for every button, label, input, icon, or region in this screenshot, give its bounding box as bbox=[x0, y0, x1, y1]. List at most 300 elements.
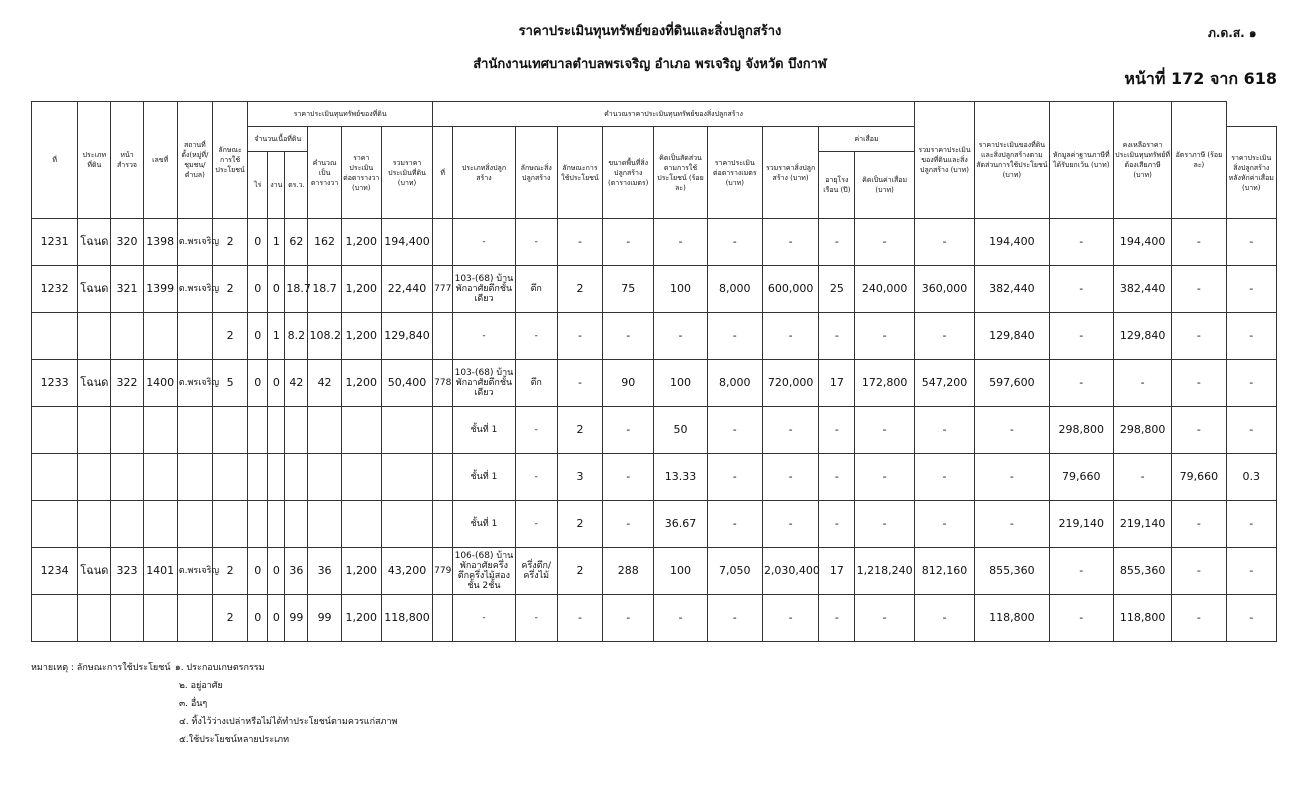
cell-no: 1231 bbox=[32, 219, 78, 266]
cell-survey-page bbox=[111, 595, 143, 642]
cell-calc-wa: 108.2 bbox=[308, 313, 341, 360]
cell-grand-total: 597,600 bbox=[975, 360, 1049, 407]
table-row bbox=[32, 407, 1277, 454]
cell-wa bbox=[285, 501, 308, 548]
col-bldg-usage: ลักษณะการใช้ประโยชน์ bbox=[557, 127, 602, 219]
cell-exempt: 129,840 bbox=[1113, 313, 1171, 360]
cell-land-total: 22,440 bbox=[381, 266, 432, 313]
cell-doc-no bbox=[143, 454, 177, 501]
cell-survey-page bbox=[111, 454, 143, 501]
cell-calc-wa bbox=[308, 501, 341, 548]
cell-bldg-no bbox=[433, 454, 453, 501]
building-group-header: คำนวณราคาประเมินทุนทรัพย์ของสิ่งปลูกสร้าง bbox=[433, 102, 915, 127]
cell-location bbox=[177, 595, 212, 642]
cell-calc-wa bbox=[308, 407, 341, 454]
cell-remaining: - bbox=[1172, 360, 1226, 407]
cell-portion-value: - bbox=[1049, 219, 1113, 266]
cell-location bbox=[177, 454, 212, 501]
cell-bldg-no bbox=[433, 501, 453, 548]
cell-ngan: 0 bbox=[268, 595, 285, 642]
cell-ngan: 0 bbox=[268, 360, 285, 407]
cell-portion-value: - bbox=[1049, 360, 1113, 407]
cell-land-total bbox=[381, 407, 432, 454]
cell-wa: 18.7 bbox=[285, 266, 308, 313]
cell-survey-page bbox=[111, 407, 143, 454]
cell-calc-wa: 162 bbox=[308, 219, 341, 266]
cell-bldg-type: - bbox=[453, 219, 515, 266]
cell-rai: 0 bbox=[248, 266, 268, 313]
cell-land-total bbox=[381, 501, 432, 548]
cell-location: ต.พรเจริญ bbox=[177, 360, 212, 407]
col-age: อายุโรงเรือน (ปี) bbox=[819, 152, 855, 219]
cell-remaining: - bbox=[1172, 219, 1226, 266]
assessment-table bbox=[31, 101, 1277, 642]
cell-rai: 0 bbox=[248, 548, 268, 595]
note-item: ๕.ใช้ประโยชน์หลายประเภท bbox=[179, 735, 290, 745]
cell-bldg-usage: - bbox=[557, 595, 602, 642]
cell-usage-pct: 100 bbox=[654, 266, 707, 313]
cell-grand-total: 855,360 bbox=[975, 548, 1049, 595]
cell-ngan bbox=[268, 454, 285, 501]
cell-age: 17 bbox=[819, 548, 855, 595]
cell-survey-page: 323 bbox=[111, 548, 143, 595]
table-row bbox=[32, 595, 1277, 642]
cell-bldg-total: 600,000 bbox=[762, 266, 818, 313]
cell-tax-rate: - bbox=[1226, 548, 1276, 595]
cell-exempt: 118,800 bbox=[1113, 595, 1171, 642]
cell-ngan: 0 bbox=[268, 266, 285, 313]
cell-bldg-area: - bbox=[603, 407, 654, 454]
cell-usage: 2 bbox=[212, 219, 247, 266]
cell-usage-pct: - bbox=[654, 313, 707, 360]
cell-depr-value: - bbox=[855, 313, 914, 360]
cell-portion-value: 298,800 bbox=[1049, 407, 1113, 454]
cell-wa bbox=[285, 454, 308, 501]
cell-portion-value: 219,140 bbox=[1049, 501, 1113, 548]
land-group-header: ราคาประเมินทุนทรัพย์ของที่ดิน bbox=[248, 102, 433, 127]
notes-label: หมายเหตุ : ลักษณะการใช้ประโยชน์ bbox=[31, 663, 171, 673]
cell-bldg-area: - bbox=[603, 501, 654, 548]
cell-bldg-no: 777 bbox=[433, 266, 453, 313]
cell-depr-value: 240,000 bbox=[855, 266, 914, 313]
note-item: ๔. ทิ้งไว้ว่างเปล่าหรือไม่ได้ทำประโยชน์ตามควรแก่สภาพ bbox=[179, 717, 398, 727]
cell-survey-page bbox=[111, 501, 143, 548]
cell-tax-rate: - bbox=[1226, 595, 1276, 642]
note-item: ๓. อื่นๆ bbox=[179, 699, 208, 709]
cell-age: - bbox=[819, 219, 855, 266]
cell-price-wa bbox=[341, 407, 381, 454]
notes-section bbox=[31, 659, 397, 749]
cell-depr-value: 172,800 bbox=[855, 360, 914, 407]
col-tax-rate: อัตราภาษี (ร้อยละ) bbox=[1172, 102, 1226, 219]
cell-wa: 99 bbox=[285, 595, 308, 642]
cell-bldg-usage: 2 bbox=[557, 548, 602, 595]
cell-exempt: 855,360 bbox=[1113, 548, 1171, 595]
cell-bldg-total: - bbox=[762, 454, 818, 501]
cell-remaining: - bbox=[1172, 313, 1226, 360]
cell-rai: 0 bbox=[248, 360, 268, 407]
cell-bldg-area: - bbox=[603, 313, 654, 360]
cell-tax-rate: - bbox=[1226, 313, 1276, 360]
note-item: ๑. ประกอบเกษตรกรรม bbox=[175, 663, 265, 673]
cell-depr-value: 1,218,240 bbox=[855, 548, 914, 595]
cell-remaining: - bbox=[1172, 266, 1226, 313]
table-row bbox=[32, 454, 1277, 501]
cell-price-m2: - bbox=[707, 595, 762, 642]
cell-portion-value: - bbox=[1049, 548, 1113, 595]
cell-survey-page: 321 bbox=[111, 266, 143, 313]
cell-age: 17 bbox=[819, 360, 855, 407]
cell-price-m2: - bbox=[707, 219, 762, 266]
cell-doc-no: 1400 bbox=[143, 360, 177, 407]
cell-exempt: 194,400 bbox=[1113, 219, 1171, 266]
cell-usage-pct: 100 bbox=[654, 548, 707, 595]
cell-price-wa bbox=[341, 501, 381, 548]
cell-no: 1234 bbox=[32, 548, 78, 595]
cell-price-wa: 1,200 bbox=[341, 360, 381, 407]
cell-location bbox=[177, 407, 212, 454]
cell-age: - bbox=[819, 313, 855, 360]
cell-calc-wa bbox=[308, 454, 341, 501]
cell-bldg-type: ชั้นที่ 1 bbox=[453, 454, 515, 501]
cell-usage: 2 bbox=[212, 313, 247, 360]
cell-price-wa: 1,200 bbox=[341, 266, 381, 313]
cell-rai: 0 bbox=[248, 595, 268, 642]
col-usage-pct: คิดเป็นสัดส่วนตามการใช้ประโยชน์ (ร้อยละ) bbox=[654, 127, 707, 219]
cell-location bbox=[177, 501, 212, 548]
cell-doc-type bbox=[78, 454, 111, 501]
cell-usage bbox=[212, 454, 247, 501]
cell-no: 1232 bbox=[32, 266, 78, 313]
cell-bldg-net: 360,000 bbox=[914, 266, 974, 313]
cell-usage-pct: - bbox=[654, 595, 707, 642]
cell-doc-no bbox=[143, 313, 177, 360]
cell-ngan bbox=[268, 407, 285, 454]
cell-usage-pct: - bbox=[654, 219, 707, 266]
cell-exempt: 382,440 bbox=[1113, 266, 1171, 313]
cell-bldg-area: - bbox=[603, 595, 654, 642]
cell-doc-type bbox=[78, 313, 111, 360]
cell-bldg-total: 720,000 bbox=[762, 360, 818, 407]
cell-bldg-net: 812,160 bbox=[914, 548, 974, 595]
cell-portion-value: - bbox=[1049, 595, 1113, 642]
cell-price-wa: 1,200 bbox=[341, 595, 381, 642]
cell-calc-wa: 99 bbox=[308, 595, 341, 642]
cell-bldg-type: 103-(68) บ้านพักอาศัยตึกชั้นเดียว bbox=[453, 360, 515, 407]
cell-rai: 0 bbox=[248, 219, 268, 266]
cell-depr-value: - bbox=[855, 595, 914, 642]
cell-rai bbox=[248, 501, 268, 548]
depreciation-group-header: ค่าเสื่อม bbox=[819, 127, 915, 152]
cell-tax-rate: - bbox=[1226, 501, 1276, 548]
cell-bldg-no bbox=[433, 219, 453, 266]
col-land-total: รวมราคาประเมินที่ดิน (บาท) bbox=[381, 127, 432, 219]
cell-no bbox=[32, 407, 78, 454]
col-price-m2: ราคาประเมินต่อตารางเมตร (บาท) bbox=[707, 127, 762, 219]
cell-price-m2: - bbox=[707, 313, 762, 360]
cell-bldg-usage: - bbox=[557, 219, 602, 266]
note-item: ๒. อยู่อาศัย bbox=[179, 681, 223, 691]
cell-location bbox=[177, 313, 212, 360]
col-bldg-total: รวมราคาสิ่งปลูกสร้าง (บาท) bbox=[762, 127, 818, 219]
cell-bldg-area: - bbox=[603, 219, 654, 266]
cell-doc-type: โฉนด bbox=[78, 266, 111, 313]
table-row bbox=[32, 313, 1277, 360]
cell-bldg-type: - bbox=[453, 313, 515, 360]
cell-bldg-kind: ครึ่งตึก/ครึ่งไม้ bbox=[515, 548, 557, 595]
cell-remaining: 79,660 bbox=[1172, 454, 1226, 501]
cell-bldg-kind: - bbox=[515, 313, 557, 360]
cell-bldg-kind: - bbox=[515, 219, 557, 266]
cell-bldg-total: - bbox=[762, 501, 818, 548]
cell-bldg-type: ชั้นที่ 1 bbox=[453, 501, 515, 548]
cell-doc-type: โฉนด bbox=[78, 548, 111, 595]
col-bldg-no: ที่ bbox=[433, 127, 453, 219]
cell-age: - bbox=[819, 501, 855, 548]
cell-wa: 8.2 bbox=[285, 313, 308, 360]
col-no: ที่ bbox=[32, 102, 78, 219]
cell-bldg-type: - bbox=[453, 595, 515, 642]
cell-survey-page bbox=[111, 313, 143, 360]
cell-wa: 42 bbox=[285, 360, 308, 407]
col-portion-value: ราคาประเมินของที่ดินและสิ่งปลูกสร้างตามสัดส่วนการใช้ประโยชน์ (บาท) bbox=[975, 102, 1049, 219]
cell-ngan: 0 bbox=[268, 548, 285, 595]
cell-bldg-kind: - bbox=[515, 501, 557, 548]
cell-bldg-usage: 2 bbox=[557, 501, 602, 548]
document-subtitle: สำนักงานเทศบาลตำบลพรเจริญ อำเภอ พรเจริญ จังหวัด บึงกาฬ bbox=[473, 57, 827, 72]
col-doc-type: ประเภทที่ดิน bbox=[78, 102, 111, 219]
form-code: ภ.ด.ส. ๑ bbox=[1208, 26, 1257, 40]
col-price-wa: ราคาประเมินต่อตารางวา (บาท) bbox=[341, 127, 381, 219]
cell-tax-rate: 0.3 bbox=[1226, 454, 1276, 501]
cell-doc-no: 1399 bbox=[143, 266, 177, 313]
col-bldg-net: ราคาประเมินสิ่งปลูกสร้างหลังหักค่าเสื่อม (บาท) bbox=[1226, 127, 1276, 219]
cell-doc-type bbox=[78, 595, 111, 642]
cell-portion-value: 79,660 bbox=[1049, 454, 1113, 501]
cell-usage: 2 bbox=[212, 548, 247, 595]
cell-rai: 0 bbox=[248, 313, 268, 360]
cell-rai bbox=[248, 454, 268, 501]
cell-bldg-no bbox=[433, 313, 453, 360]
cell-price-wa: 1,200 bbox=[341, 548, 381, 595]
cell-land-total: 194,400 bbox=[381, 219, 432, 266]
table-row bbox=[32, 266, 1277, 313]
cell-usage-pct: 36.67 bbox=[654, 501, 707, 548]
col-exempt: หักมูลค่าฐานภาษีที่ได้รับยกเว้น (บาท) bbox=[1049, 102, 1113, 219]
cell-grand-total: - bbox=[975, 407, 1049, 454]
cell-price-m2: 7,050 bbox=[707, 548, 762, 595]
cell-age: - bbox=[819, 407, 855, 454]
cell-no bbox=[32, 454, 78, 501]
table-row bbox=[32, 360, 1277, 407]
cell-bldg-net: - bbox=[914, 595, 974, 642]
cell-rai bbox=[248, 407, 268, 454]
cell-bldg-type: ชั้นที่ 1 bbox=[453, 407, 515, 454]
cell-price-wa: 1,200 bbox=[341, 219, 381, 266]
cell-bldg-kind: - bbox=[515, 454, 557, 501]
col-remaining: คงเหลือราคาประเมินทุนทรัพย์ที่ต้องเสียภาษี (บาท) bbox=[1113, 102, 1171, 219]
cell-bldg-net: - bbox=[914, 501, 974, 548]
cell-doc-no bbox=[143, 407, 177, 454]
cell-doc-no: 1398 bbox=[143, 219, 177, 266]
cell-usage-pct: 13.33 bbox=[654, 454, 707, 501]
cell-bldg-no bbox=[433, 407, 453, 454]
col-grand-total: รวมราคาประเมินของที่ดินและสิ่งปลูกสร้าง (บาท) bbox=[914, 102, 974, 219]
col-usage: ลักษณะการใช้ประโยชน์ bbox=[212, 102, 247, 219]
cell-tax-rate: - bbox=[1226, 407, 1276, 454]
cell-bldg-usage: 2 bbox=[557, 407, 602, 454]
cell-land-total: 118,800 bbox=[381, 595, 432, 642]
cell-bldg-net: - bbox=[914, 407, 974, 454]
cell-location: ต.พรเจริญ bbox=[177, 219, 212, 266]
cell-exempt: - bbox=[1113, 360, 1171, 407]
cell-price-wa: 1,200 bbox=[341, 313, 381, 360]
cell-no bbox=[32, 313, 78, 360]
cell-doc-no bbox=[143, 595, 177, 642]
col-depr-value: คิดเป็นค่าเสื่อม (บาท) bbox=[855, 152, 914, 219]
cell-exempt: 298,800 bbox=[1113, 407, 1171, 454]
cell-doc-type bbox=[78, 407, 111, 454]
cell-price-m2: - bbox=[707, 407, 762, 454]
cell-bldg-total: - bbox=[762, 219, 818, 266]
cell-location: ต.พรเจริญ bbox=[177, 266, 212, 313]
cell-doc-type: โฉนด bbox=[78, 360, 111, 407]
cell-usage: 2 bbox=[212, 266, 247, 313]
cell-land-total: 43,200 bbox=[381, 548, 432, 595]
col-doc-no: เลขที่ bbox=[143, 102, 177, 219]
cell-bldg-area: 288 bbox=[603, 548, 654, 595]
cell-calc-wa: 42 bbox=[308, 360, 341, 407]
cell-wa: 62 bbox=[285, 219, 308, 266]
cell-doc-type: โฉนด bbox=[78, 219, 111, 266]
cell-ngan: 1 bbox=[268, 219, 285, 266]
col-location: สถานที่ตั้ง(หมู่ที่/ชุมชน/ตำบล) bbox=[177, 102, 212, 219]
cell-bldg-no bbox=[433, 595, 453, 642]
cell-grand-total: 129,840 bbox=[975, 313, 1049, 360]
cell-bldg-total: 2,030,400 bbox=[762, 548, 818, 595]
cell-grand-total: 194,400 bbox=[975, 219, 1049, 266]
cell-portion-value: - bbox=[1049, 266, 1113, 313]
table-body bbox=[32, 219, 1277, 642]
cell-tax-rate: - bbox=[1226, 219, 1276, 266]
cell-calc-wa: 36 bbox=[308, 548, 341, 595]
cell-location: ต.พรเจริญ bbox=[177, 548, 212, 595]
page-indicator: หน้าที่ 172 จาก 618 bbox=[1124, 69, 1277, 88]
table-row bbox=[32, 548, 1277, 595]
area-group-header: จำนวนเนื้อที่ดิน bbox=[248, 127, 308, 152]
cell-no: 1233 bbox=[32, 360, 78, 407]
cell-bldg-total: - bbox=[762, 407, 818, 454]
table-row bbox=[32, 219, 1277, 266]
cell-age: - bbox=[819, 454, 855, 501]
cell-price-m2: - bbox=[707, 501, 762, 548]
cell-remaining: - bbox=[1172, 595, 1226, 642]
cell-bldg-total: - bbox=[762, 313, 818, 360]
cell-remaining: - bbox=[1172, 548, 1226, 595]
cell-age: 25 bbox=[819, 266, 855, 313]
cell-bldg-type: 106-(68) บ้านพักอาศัยครึ่งตึกครึ่งไม้สองชั้น 2ชั้น bbox=[453, 548, 515, 595]
cell-remaining: - bbox=[1172, 501, 1226, 548]
cell-bldg-net: - bbox=[914, 313, 974, 360]
cell-tax-rate: - bbox=[1226, 360, 1276, 407]
cell-usage: 5 bbox=[212, 360, 247, 407]
cell-bldg-no: 779 bbox=[433, 548, 453, 595]
cell-grand-total: 118,800 bbox=[975, 595, 1049, 642]
cell-price-m2: 8,000 bbox=[707, 266, 762, 313]
cell-grand-total: - bbox=[975, 454, 1049, 501]
cell-bldg-total: - bbox=[762, 595, 818, 642]
col-calc-wa: คำนวณเป็นตารางวา bbox=[308, 127, 341, 219]
cell-doc-no bbox=[143, 501, 177, 548]
cell-bldg-kind: - bbox=[515, 595, 557, 642]
cell-land-total bbox=[381, 454, 432, 501]
cell-tax-rate: - bbox=[1226, 266, 1276, 313]
cell-usage-pct: 100 bbox=[654, 360, 707, 407]
cell-depr-value: - bbox=[855, 407, 914, 454]
cell-wa bbox=[285, 407, 308, 454]
cell-grand-total: 382,440 bbox=[975, 266, 1049, 313]
cell-usage bbox=[212, 407, 247, 454]
cell-depr-value: - bbox=[855, 219, 914, 266]
col-rai: ไร่ bbox=[248, 152, 268, 219]
cell-bldg-kind: ตึก bbox=[515, 266, 557, 313]
cell-doc-type bbox=[78, 501, 111, 548]
cell-price-m2: 8,000 bbox=[707, 360, 762, 407]
cell-grand-total: - bbox=[975, 501, 1049, 548]
cell-survey-page: 322 bbox=[111, 360, 143, 407]
document-title: ราคาประเมินทุนทรัพย์ของที่ดินและสิ่งปลูกสร้าง bbox=[518, 24, 782, 39]
cell-bldg-area: - bbox=[603, 454, 654, 501]
col-bldg-area: ขนาดพื้นที่สิ่งปลูกสร้าง (ตารางเมตร) bbox=[603, 127, 654, 219]
table-row bbox=[32, 501, 1277, 548]
cell-wa: 36 bbox=[285, 548, 308, 595]
cell-bldg-net: 547,200 bbox=[914, 360, 974, 407]
cell-bldg-usage: - bbox=[557, 360, 602, 407]
cell-land-total: 129,840 bbox=[381, 313, 432, 360]
cell-bldg-usage: 3 bbox=[557, 454, 602, 501]
cell-bldg-kind: ตึก bbox=[515, 360, 557, 407]
cell-survey-page: 320 bbox=[111, 219, 143, 266]
cell-ngan bbox=[268, 501, 285, 548]
cell-no bbox=[32, 595, 78, 642]
cell-bldg-area: 90 bbox=[603, 360, 654, 407]
cell-price-m2: - bbox=[707, 454, 762, 501]
cell-usage bbox=[212, 501, 247, 548]
cell-price-wa bbox=[341, 454, 381, 501]
cell-depr-value: - bbox=[855, 501, 914, 548]
cell-depr-value: - bbox=[855, 454, 914, 501]
cell-bldg-usage: 2 bbox=[557, 266, 602, 313]
cell-remaining: - bbox=[1172, 407, 1226, 454]
cell-calc-wa: 18.7 bbox=[308, 266, 341, 313]
cell-exempt: 219,140 bbox=[1113, 501, 1171, 548]
cell-doc-no: 1401 bbox=[143, 548, 177, 595]
cell-portion-value: - bbox=[1049, 313, 1113, 360]
cell-bldg-net: - bbox=[914, 454, 974, 501]
cell-usage: 2 bbox=[212, 595, 247, 642]
cell-usage-pct: 50 bbox=[654, 407, 707, 454]
cell-bldg-type: 103-(68) บ้านพักอาศัยตึกชั้นเดียว bbox=[453, 266, 515, 313]
cell-exempt: - bbox=[1113, 454, 1171, 501]
cell-bldg-usage: - bbox=[557, 313, 602, 360]
cell-age: - bbox=[819, 595, 855, 642]
col-wa: ตร.ว. bbox=[285, 152, 308, 219]
cell-no bbox=[32, 501, 78, 548]
cell-bldg-kind: - bbox=[515, 407, 557, 454]
col-bldg-type: ประเภทสิ่งปลูกสร้าง bbox=[453, 127, 515, 219]
cell-bldg-area: 75 bbox=[603, 266, 654, 313]
col-ngan: งาน bbox=[268, 152, 285, 219]
